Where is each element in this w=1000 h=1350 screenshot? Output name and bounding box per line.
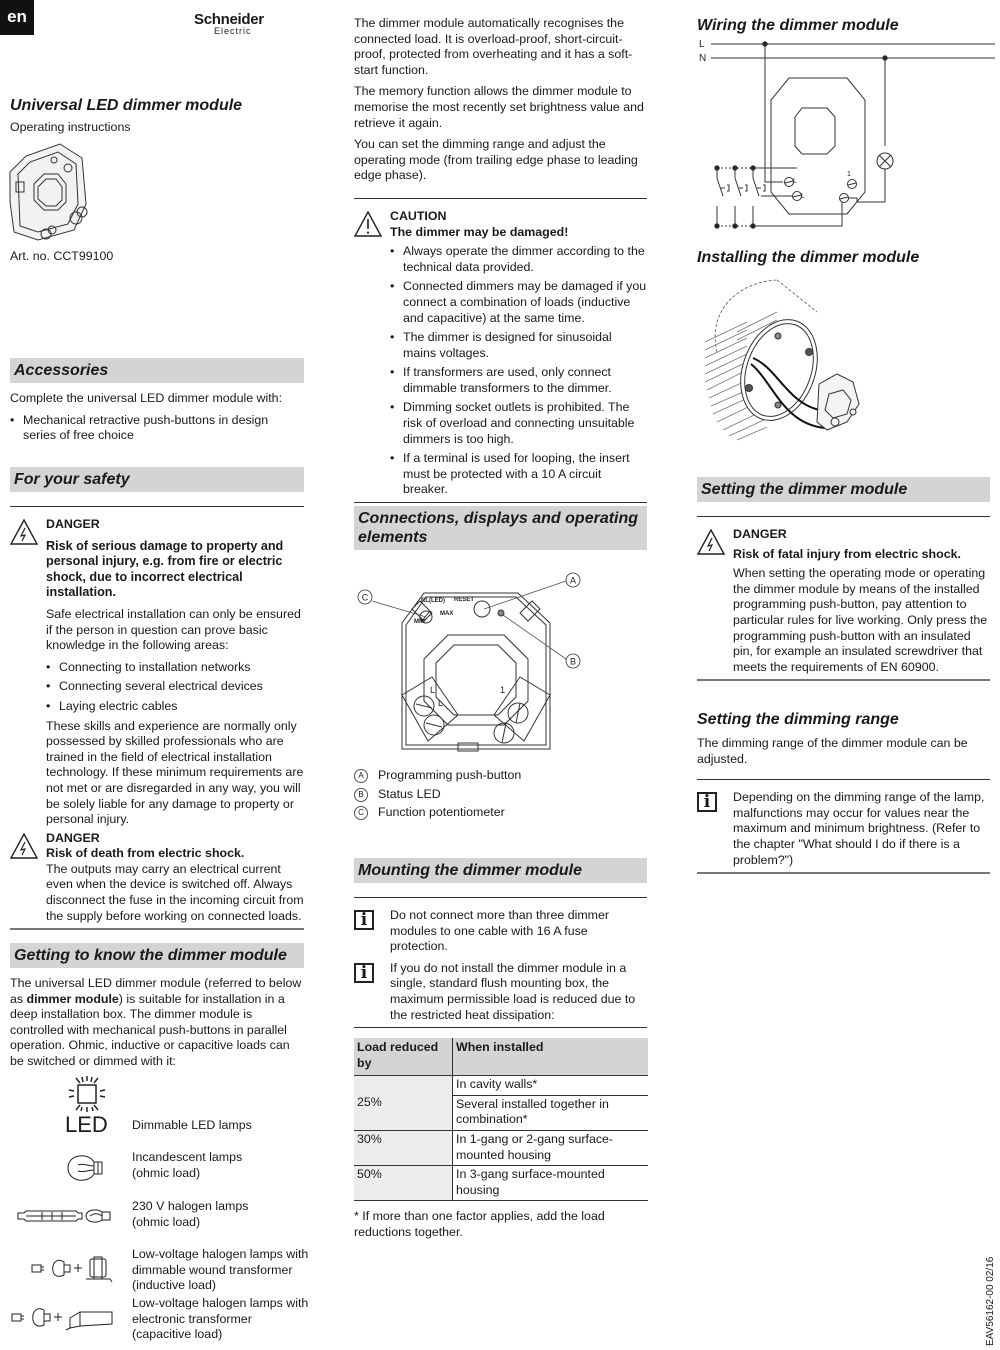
reduction-cell: 25%	[354, 1076, 453, 1131]
legend-key: B	[354, 788, 368, 802]
load-reduction-table-wrap	[354, 1038, 647, 1247]
article-number: Art. no. CCT99100	[10, 249, 114, 263]
caution-item: • The dimmer is designed for sinusoidal mains voltages.	[390, 330, 647, 361]
connections-legend	[354, 768, 647, 821]
dimming-range-section	[697, 710, 990, 874]
accessories-text: Complete the universal LED dimmer module with:	[10, 391, 283, 405]
load-type-line: electronic transformer	[132, 1311, 252, 1326]
info-icon: i	[354, 963, 374, 983]
term-dimmer-module: dimmer module	[26, 991, 119, 1006]
danger-title: Risk of death from electric shock.	[46, 846, 245, 861]
column-header: Load reduced by	[354, 1038, 453, 1076]
document-subtitle: Operating instructions	[10, 120, 131, 134]
pot-label-rl-led: RL(LED)	[421, 598, 445, 604]
danger-notice-installation	[10, 517, 304, 828]
dimmer-module-product-image	[8, 142, 88, 242]
case-cell: Several installed together in combination*	[453, 1095, 649, 1130]
logo-line1: Schneider	[194, 11, 264, 28]
divider	[354, 198, 647, 199]
electric-shock-warning-icon	[10, 519, 38, 545]
legend-item	[354, 768, 647, 784]
danger-label: DANGER	[46, 517, 100, 531]
caution-label: CAUTION	[390, 208, 447, 223]
led-icon-text: LED	[65, 1112, 108, 1137]
caution-title: The dimmer may be damaged!	[390, 224, 569, 239]
load-type-line: Incandescent lamps	[132, 1150, 243, 1164]
terminal-l1-label: L	[793, 178, 797, 185]
accessories-heading: Accessories	[10, 358, 304, 383]
danger-title: Risk of serious damage to property and personal injury, e.g. from fire or electric shock, due to incorrect electrical installation.	[46, 538, 284, 600]
danger-notice-electric-shock	[10, 831, 304, 925]
knowledge-item: • Connecting to installation networks	[46, 660, 304, 676]
text-part: ) is suitable for installation in a deep installation box. The dimmer module is controlled with mechanical push-buttons in parallel operation. Ohmic, inductive or capacitive loads can be switched or dimmed with it:	[10, 991, 290, 1068]
danger-label: DANGER	[733, 527, 787, 541]
electric-shock-warning-icon	[697, 529, 725, 555]
danger-label: DANGER	[46, 830, 100, 845]
legend-key: A	[354, 769, 368, 783]
divider	[697, 679, 990, 681]
table-row	[354, 1166, 648, 1201]
knowledge-item: • Laying electric cables	[46, 699, 304, 715]
text-part: The universal LED dimmer module (referred to below as	[10, 976, 302, 1006]
load-type-line: (capacitive load)	[132, 1327, 223, 1342]
line-n-label: N	[699, 53, 707, 64]
table-row	[354, 1130, 648, 1165]
divider	[354, 1027, 647, 1028]
document-code: EAV56162-00 02/16	[985, 1256, 996, 1346]
load-type-label	[132, 1247, 312, 1294]
table-row	[354, 1076, 648, 1096]
caution-item: • Dimming socket outlets is prohibited. The risk of overload and connecting unsuitable dimmers is too high.	[390, 400, 647, 447]
connections-section	[354, 506, 647, 550]
knowledge-item: • Connecting several electrical devices	[46, 679, 304, 695]
load-type-line: Dimmable LED lamps	[132, 1118, 252, 1132]
table-header-row	[354, 1038, 648, 1076]
caution-warning-icon	[354, 211, 382, 237]
legend-item	[354, 805, 647, 821]
caution-item: • Connected dimmers may be damaged if you connect a combination of loads (inductive and capacitive) at the same time.	[390, 279, 647, 326]
info-icon: i	[697, 792, 717, 812]
load-type-label	[132, 1150, 312, 1181]
divider	[10, 928, 304, 930]
mounting-section	[354, 858, 647, 1028]
pot-label-max: MAX	[440, 611, 454, 617]
load-types-list	[10, 1072, 310, 1350]
electric-shock-warning-icon	[10, 833, 38, 859]
info-notice	[354, 908, 647, 955]
info-notice	[354, 961, 647, 1023]
electronic-transformer-icon	[10, 1302, 116, 1334]
wiring-diagram	[697, 34, 997, 234]
case-cell: In 3-gang surface-mounted housing	[453, 1166, 649, 1201]
features-paragraph-3: You can set the dimming range and adjust the operating mode (from trailing edge phase to leading edge phase).	[354, 137, 638, 183]
load-type-line: (ohmic load)	[132, 1165, 201, 1180]
safety-section	[10, 467, 304, 930]
wiring-heading: Wiring the dimmer module	[697, 17, 899, 34]
getting-to-know-section	[10, 943, 304, 1076]
load-type-line: 230 V halogen lamps	[132, 1199, 249, 1213]
divider	[10, 506, 304, 507]
accessories-item: • Mechanical retractive push-buttons in design series of free choice	[10, 413, 304, 444]
load-type-line: (ohmic load)	[132, 1214, 201, 1229]
dimming-range-heading: Setting the dimming range	[697, 711, 899, 728]
features-paragraph-1: The dimmer module automatically recognises the connected load. It is overload-proof, short-circuit-proof, protected from overheating and it has a soft-start function.	[354, 16, 633, 77]
knowledge-areas-list	[46, 660, 304, 715]
table-footnote: * If more than one factor applies, add the load reductions together.	[354, 1209, 605, 1239]
terminal-l2-label: L	[438, 698, 444, 708]
getting-to-know-heading: Getting to know the dimmer module	[10, 943, 304, 968]
incandescent-lamp-icon	[66, 1154, 112, 1182]
info-text: If you do not install the dimmer module in a single, standard flush mounting box, the maximum permissible load is reduced due to the restricted heat dissipation:	[390, 960, 636, 1022]
schneider-electric-logo	[194, 12, 274, 36]
divider	[354, 897, 647, 898]
load-type-label	[132, 1199, 312, 1230]
safety-heading: For your safety	[10, 467, 304, 492]
legend-key: C	[354, 806, 368, 820]
info-text: Do not connect more than three dimmer modules to one cable with 16 A fuse protection.	[390, 908, 610, 954]
terminal-1-label: 1	[847, 171, 851, 178]
caution-list	[390, 244, 647, 498]
caution-item: • If a terminal is used for looping, the insert must be protected with a 10 A circuit breaker.	[390, 451, 647, 498]
legend-label: Status LED	[378, 786, 441, 801]
divider	[697, 779, 990, 780]
callout-c-label: C	[361, 592, 369, 603]
load-type-label	[132, 1118, 312, 1134]
logo-line2: Electric	[214, 26, 252, 36]
setting-heading: Setting the dimmer module	[697, 477, 990, 502]
wound-transformer-icon	[30, 1253, 114, 1285]
legend-label: Programming push-button	[378, 768, 522, 782]
line-l-label: L	[699, 39, 705, 50]
danger-notice-live-working	[697, 527, 990, 675]
pot-label-reset: RESET	[454, 597, 475, 603]
reduction-cell: 50%	[354, 1166, 453, 1201]
setting-section	[697, 477, 990, 681]
danger-text: The outputs may carry an electrical current even when the device is switched off. Always disconnect the fuse in the incoming circuit from the supply before working on connected loads.	[46, 861, 304, 923]
load-type-line: Low-voltage halogen lamps with	[132, 1247, 309, 1261]
callout-b-label: B	[569, 656, 577, 667]
case-cell: In cavity walls*	[453, 1076, 649, 1096]
accessories-list	[10, 413, 304, 444]
installing-heading: Installing the dimmer module	[697, 249, 920, 266]
document-title: Universal LED dimmer module	[10, 97, 243, 114]
divider	[697, 872, 990, 874]
load-type-line: dimmable wound transformer	[132, 1262, 293, 1277]
divider	[354, 502, 647, 503]
danger-title: Risk of fatal injury from electric shock.	[733, 546, 961, 561]
legend-label: Function potentiometer	[378, 805, 505, 820]
divider	[697, 516, 990, 517]
info-text: Depending on the dimming range of the lamp, malfunctions may occur for values near the maximum and minimum brightness. (Refer to the chapter "What should I do if there is a problem?")	[733, 790, 985, 867]
intro-section	[10, 96, 304, 136]
load-type-label	[132, 1296, 312, 1343]
terminal-l2-label: L	[801, 193, 805, 200]
load-reduction-table	[354, 1038, 648, 1201]
getting-to-know-text	[10, 976, 304, 1070]
pot-label-min: MIN	[414, 619, 425, 625]
danger-text: Safe electrical installation can only be ensured if the person in question can prove basic knowledge in the following areas:	[46, 606, 301, 653]
features-paragraph-2: The memory function allows the dimmer module to memorise the most recently set brightness value and retrieve it again.	[354, 84, 644, 130]
caution-notice	[354, 209, 647, 498]
caution-item: • Always operate the dimmer according to the technical data provided.	[390, 244, 647, 275]
case-cell: In 1-gang or 2-gang surface-mounted housing	[453, 1130, 649, 1165]
danger-text-2: These skills and experience are normally only possessed by skilled professionals who are trained in the field of electrical installation technology. If these minimum requirements are not met or are disregarded in any way, you will be solely liable for any damage to property or personal injury.	[46, 718, 304, 827]
language-badge: en	[0, 0, 34, 35]
load-type-line: (inductive load)	[132, 1278, 217, 1293]
accessories-section	[10, 358, 304, 448]
installation-illustration	[697, 272, 877, 442]
connections-diagram	[354, 565, 594, 765]
info-notice	[697, 790, 990, 868]
info-icon: i	[354, 910, 374, 930]
connections-heading: Connections, displays and operating elements	[354, 506, 647, 550]
halogen-lamp-icon	[16, 1207, 114, 1225]
load-type-line: Low-voltage halogen lamps with	[132, 1296, 309, 1310]
terminal-1-label: 1	[500, 685, 506, 695]
reduction-cell: 30%	[354, 1130, 453, 1165]
terminal-l1-label: L	[430, 685, 436, 695]
caution-item: • If transformers are used, only connect dimmable transformers to the dimmer.	[390, 365, 647, 396]
dimming-range-text: The dimming range of the dimmer module can be adjusted.	[697, 736, 968, 766]
callout-a-label: A	[569, 575, 577, 586]
mounting-heading: Mounting the dimmer module	[354, 858, 647, 883]
danger-text: When setting the operating mode or operating the dimmer module by means of the installed programming push-button, pay attention to particular rules for live working. Only press the programming push-button with an insulated pin, for example an insulated screwdriver that meets the requirements of EN 60900.	[733, 566, 988, 674]
column-header: When installed	[453, 1038, 649, 1076]
features-section	[354, 16, 647, 503]
legend-item	[354, 787, 647, 803]
